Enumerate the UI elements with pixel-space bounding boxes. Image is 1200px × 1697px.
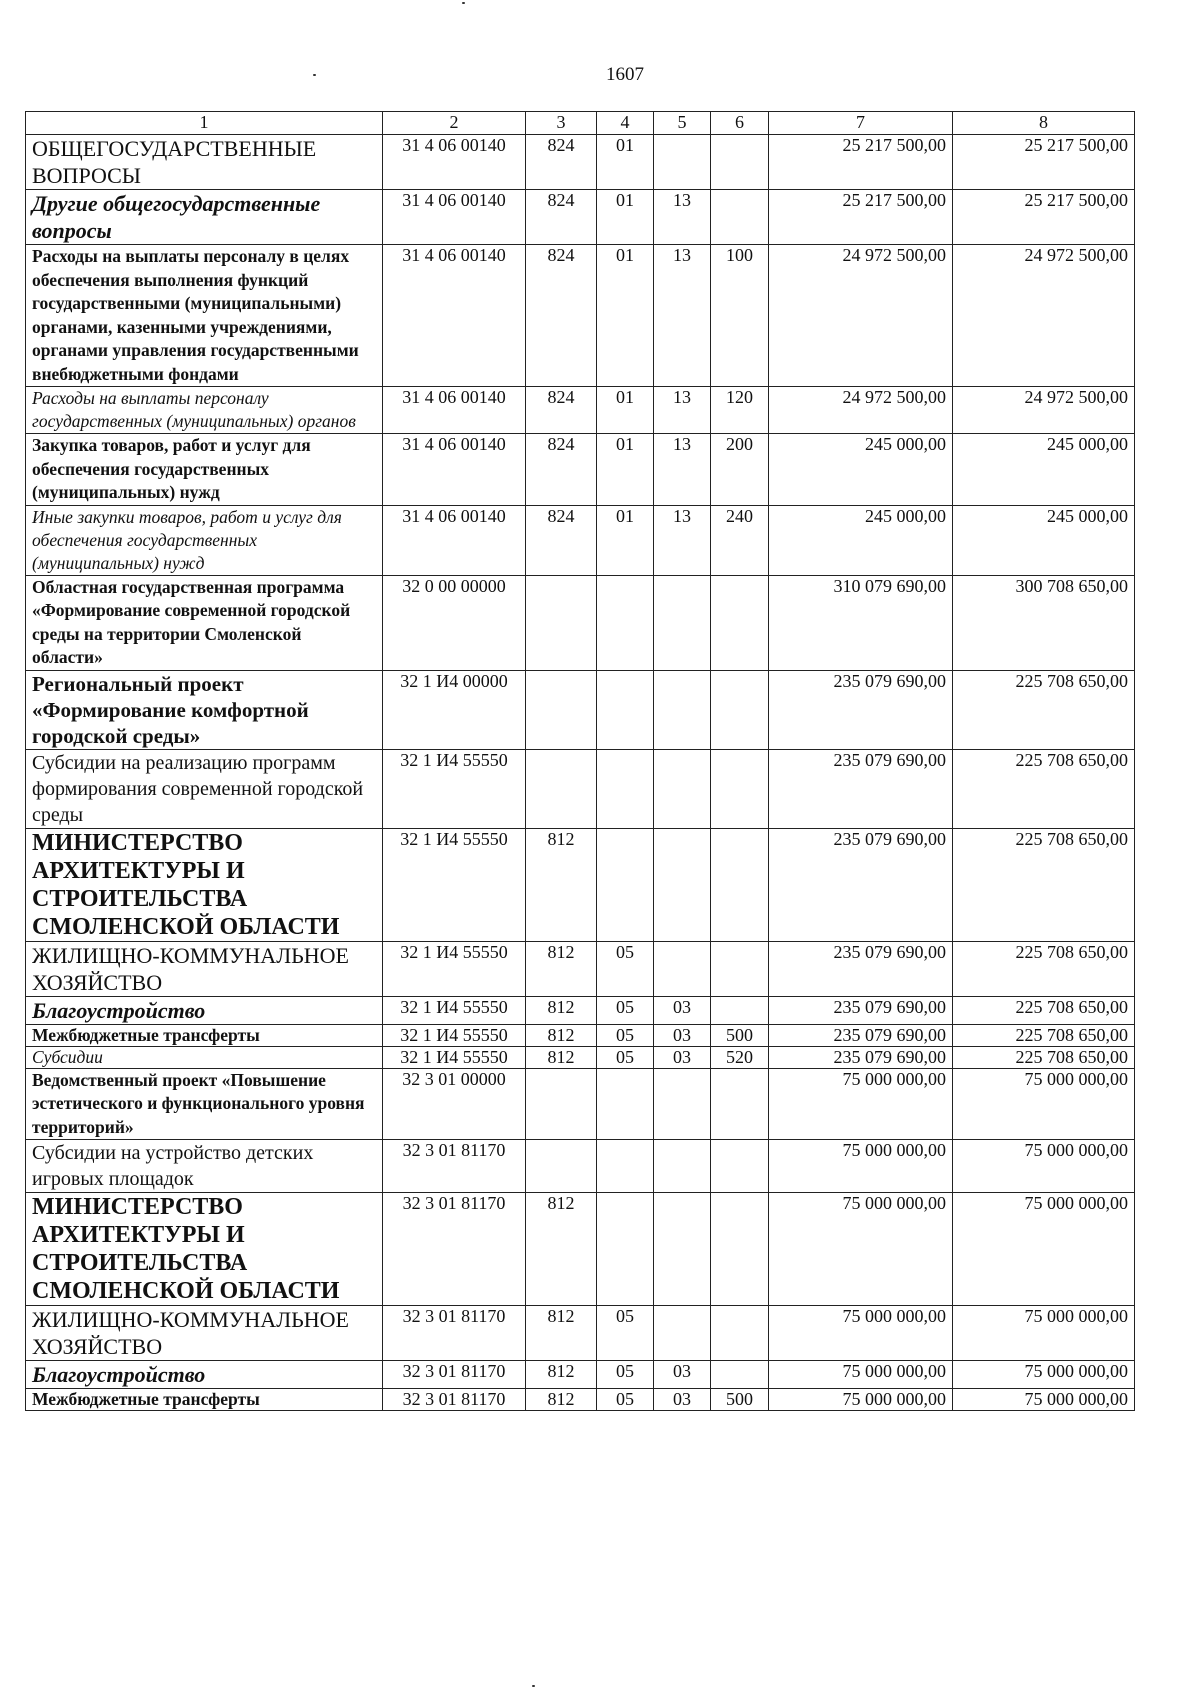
row-col5-cell <box>654 1306 711 1361</box>
row-col3-cell: 824 <box>526 190 597 245</box>
row-col4-cell: 05 <box>597 1361 654 1389</box>
column-header-6: 6 <box>711 112 769 135</box>
row-col4-cell: 05 <box>597 1024 654 1046</box>
row-amount-col8-cell: 225 708 650,00 <box>953 1046 1135 1068</box>
row-name-cell: Благоустройство <box>26 996 383 1024</box>
row-amount-col7-cell: 75 000 000,00 <box>769 1361 953 1389</box>
row-code-cell: 32 3 01 81170 <box>383 1389 526 1411</box>
row-col5-cell: 13 <box>654 434 711 506</box>
row-amount-col7-cell: 245 000,00 <box>769 434 953 506</box>
row-code-cell: 31 4 06 00140 <box>383 387 526 434</box>
row-col4-cell: 01 <box>597 505 654 575</box>
row-col3-cell <box>526 670 597 749</box>
row-col6-cell <box>711 828 769 941</box>
row-col5-cell: 03 <box>654 1046 711 1068</box>
table-row <box>26 1306 1135 1361</box>
row-amount-col7-cell: 235 079 690,00 <box>769 1046 953 1068</box>
row-amount-col7-cell: 75 000 000,00 <box>769 1140 953 1193</box>
row-amount-col8-cell: 75 000 000,00 <box>953 1068 1135 1140</box>
header-row <box>26 112 1135 135</box>
row-amount-col7-cell: 235 079 690,00 <box>769 996 953 1024</box>
row-col3-cell <box>526 749 597 828</box>
row-col3-cell: 824 <box>526 434 597 506</box>
row-col5-cell <box>654 1140 711 1193</box>
table-row <box>26 996 1135 1024</box>
row-col6-cell <box>711 670 769 749</box>
row-col4-cell <box>597 575 654 670</box>
row-col3-cell: 812 <box>526 1193 597 1306</box>
row-col6-cell <box>711 1306 769 1361</box>
row-col5-cell: 03 <box>654 996 711 1024</box>
row-col6-cell <box>711 1140 769 1193</box>
row-code-cell: 32 1 И4 00000 <box>383 670 526 749</box>
table-row <box>26 828 1135 941</box>
table-row <box>26 245 1135 387</box>
row-amount-col7-cell: 235 079 690,00 <box>769 941 953 996</box>
row-name-cell: Другие общегосударственные вопросы <box>26 190 383 245</box>
row-amount-col8-cell: 75 000 000,00 <box>953 1389 1135 1411</box>
row-amount-col7-cell: 235 079 690,00 <box>769 1024 953 1046</box>
row-col3-cell: 812 <box>526 1024 597 1046</box>
table-row <box>26 434 1135 506</box>
row-col6-cell <box>711 575 769 670</box>
row-col3-cell <box>526 1068 597 1140</box>
row-name-cell: МИНИСТЕРСТВО АРХИТЕКТУРЫ И СТРОИТЕЛЬСТВА СМОЛЕНСКОЙ ОБЛАСТИ <box>26 1193 383 1306</box>
table-row <box>26 1068 1135 1140</box>
table-row <box>26 1361 1135 1389</box>
row-amount-col7-cell: 310 079 690,00 <box>769 575 953 670</box>
row-col4-cell <box>597 1068 654 1140</box>
row-col3-cell: 812 <box>526 828 597 941</box>
row-col6-cell: 500 <box>711 1024 769 1046</box>
row-col3-cell: 812 <box>526 1046 597 1068</box>
row-amount-col7-cell: 24 972 500,00 <box>769 387 953 434</box>
row-col4-cell: 01 <box>597 387 654 434</box>
row-amount-col8-cell: 225 708 650,00 <box>953 749 1135 828</box>
table-row <box>26 505 1135 575</box>
row-code-cell: 32 1 И4 55550 <box>383 1024 526 1046</box>
column-header-7: 7 <box>769 112 953 135</box>
row-col3-cell: 824 <box>526 245 597 387</box>
row-code-cell: 32 1 И4 55550 <box>383 941 526 996</box>
row-col4-cell: 05 <box>597 1389 654 1411</box>
row-amount-col8-cell: 75 000 000,00 <box>953 1306 1135 1361</box>
row-col4-cell: 05 <box>597 1306 654 1361</box>
row-col5-cell: 13 <box>654 190 711 245</box>
row-col6-cell: 100 <box>711 245 769 387</box>
row-code-cell: 32 3 01 81170 <box>383 1306 526 1361</box>
row-amount-col8-cell: 75 000 000,00 <box>953 1193 1135 1306</box>
row-name-cell: Региональный проект «Формирование комфортной городской среды» <box>26 670 383 749</box>
row-col5-cell: 13 <box>654 387 711 434</box>
row-amount-col8-cell: 225 708 650,00 <box>953 828 1135 941</box>
row-code-cell: 31 4 06 00140 <box>383 505 526 575</box>
page-number: 1607 <box>606 64 644 85</box>
row-amount-col8-cell: 25 217 500,00 <box>953 135 1135 190</box>
row-amount-col7-cell: 235 079 690,00 <box>769 828 953 941</box>
row-name-cell: Закупка товаров, работ и услуг для обеспечения государственных (муниципальных) нужд <box>26 434 383 506</box>
row-col4-cell: 01 <box>597 434 654 506</box>
table-row <box>26 670 1135 749</box>
row-code-cell: 32 3 01 00000 <box>383 1068 526 1140</box>
column-header-4: 4 <box>597 112 654 135</box>
table-body <box>26 135 1135 1411</box>
row-amount-col7-cell: 75 000 000,00 <box>769 1068 953 1140</box>
scan-speck <box>532 1685 535 1687</box>
table-row <box>26 1140 1135 1193</box>
row-amount-col8-cell: 24 972 500,00 <box>953 245 1135 387</box>
row-amount-col8-cell: 225 708 650,00 <box>953 996 1135 1024</box>
column-header-3: 3 <box>526 112 597 135</box>
column-header-1: 1 <box>26 112 383 135</box>
row-col5-cell: 03 <box>654 1024 711 1046</box>
row-col5-cell <box>654 941 711 996</box>
row-code-cell: 31 4 06 00140 <box>383 190 526 245</box>
row-amount-col8-cell: 245 000,00 <box>953 434 1135 506</box>
row-name-cell: Субсидии <box>26 1046 383 1068</box>
row-code-cell: 32 1 И4 55550 <box>383 749 526 828</box>
row-col6-cell: 500 <box>711 1389 769 1411</box>
row-amount-col8-cell: 245 000,00 <box>953 505 1135 575</box>
row-name-cell: Межбюджетные трансферты <box>26 1389 383 1411</box>
row-amount-col8-cell: 24 972 500,00 <box>953 387 1135 434</box>
row-col3-cell <box>526 575 597 670</box>
row-code-cell: 32 3 01 81170 <box>383 1193 526 1306</box>
row-amount-col7-cell: 235 079 690,00 <box>769 749 953 828</box>
row-amount-col7-cell: 245 000,00 <box>769 505 953 575</box>
row-name-cell: ЖИЛИЩНО-КОММУНАЛЬНОЕ ХОЗЯЙСТВО <box>26 1306 383 1361</box>
row-amount-col8-cell: 225 708 650,00 <box>953 1024 1135 1046</box>
row-code-cell: 31 4 06 00140 <box>383 245 526 387</box>
row-col6-cell <box>711 996 769 1024</box>
row-col5-cell <box>654 828 711 941</box>
row-col4-cell: 01 <box>597 245 654 387</box>
row-name-cell: Иные закупки товаров, работ и услуг для обеспечения государственных (муниципальных) нужд <box>26 505 383 575</box>
row-amount-col7-cell: 75 000 000,00 <box>769 1306 953 1361</box>
row-col3-cell: 824 <box>526 387 597 434</box>
row-col4-cell: 01 <box>597 190 654 245</box>
table-row <box>26 190 1135 245</box>
row-col4-cell: 05 <box>597 996 654 1024</box>
row-amount-col8-cell: 75 000 000,00 <box>953 1140 1135 1193</box>
row-name-cell: Субсидии на устройство детских игровых площадок <box>26 1140 383 1193</box>
row-name-cell: ЖИЛИЩНО-КОММУНАЛЬНОЕ ХОЗЯЙСТВО <box>26 941 383 996</box>
row-col6-cell: 120 <box>711 387 769 434</box>
row-col5-cell <box>654 575 711 670</box>
row-col5-cell <box>654 135 711 190</box>
table-row <box>26 1389 1135 1411</box>
row-col5-cell <box>654 1193 711 1306</box>
row-code-cell: 31 4 06 00140 <box>383 434 526 506</box>
row-code-cell: 32 1 И4 55550 <box>383 996 526 1024</box>
row-col6-cell: 240 <box>711 505 769 575</box>
row-name-cell: Областная государственная программа «Формирование современной городской среды на территории Смоленской области» <box>26 575 383 670</box>
scan-speck <box>313 74 316 76</box>
row-amount-col7-cell: 235 079 690,00 <box>769 670 953 749</box>
table-row <box>26 749 1135 828</box>
table-row <box>26 1046 1135 1068</box>
budget-table <box>25 111 1135 1411</box>
row-amount-col8-cell: 225 708 650,00 <box>953 941 1135 996</box>
row-col3-cell: 812 <box>526 941 597 996</box>
row-code-cell: 32 3 01 81170 <box>383 1361 526 1389</box>
row-name-cell: Расходы на выплаты персоналу государственных (муниципальных) органов <box>26 387 383 434</box>
row-col5-cell <box>654 749 711 828</box>
row-code-cell: 31 4 06 00140 <box>383 135 526 190</box>
column-header-5: 5 <box>654 112 711 135</box>
row-col5-cell: 13 <box>654 245 711 387</box>
table-row <box>26 575 1135 670</box>
table-row <box>26 941 1135 996</box>
row-col6-cell: 520 <box>711 1046 769 1068</box>
row-col5-cell: 13 <box>654 505 711 575</box>
row-amount-col7-cell: 25 217 500,00 <box>769 135 953 190</box>
row-amount-col7-cell: 25 217 500,00 <box>769 190 953 245</box>
table-row <box>26 387 1135 434</box>
row-code-cell: 32 0 00 00000 <box>383 575 526 670</box>
row-col5-cell <box>654 1068 711 1140</box>
row-amount-col8-cell: 75 000 000,00 <box>953 1361 1135 1389</box>
row-code-cell: 32 3 01 81170 <box>383 1140 526 1193</box>
row-col6-cell <box>711 941 769 996</box>
row-name-cell: МИНИСТЕРСТВО АРХИТЕКТУРЫ И СТРОИТЕЛЬСТВА СМОЛЕНСКОЙ ОБЛАСТИ <box>26 828 383 941</box>
row-col4-cell <box>597 828 654 941</box>
row-amount-col7-cell: 24 972 500,00 <box>769 245 953 387</box>
row-col4-cell <box>597 1193 654 1306</box>
row-col4-cell: 05 <box>597 941 654 996</box>
row-col6-cell: 200 <box>711 434 769 506</box>
row-amount-col7-cell: 75 000 000,00 <box>769 1193 953 1306</box>
row-col3-cell: 812 <box>526 1306 597 1361</box>
row-col6-cell <box>711 135 769 190</box>
row-col3-cell: 812 <box>526 1389 597 1411</box>
row-name-cell: Ведомственный проект «Повышение эстетического и функционального уровня территорий» <box>26 1068 383 1140</box>
row-col5-cell: 03 <box>654 1361 711 1389</box>
row-amount-col7-cell: 75 000 000,00 <box>769 1389 953 1411</box>
scan-speck <box>462 2 465 4</box>
row-col6-cell <box>711 749 769 828</box>
row-col6-cell <box>711 1193 769 1306</box>
row-amount-col8-cell: 225 708 650,00 <box>953 670 1135 749</box>
row-col5-cell <box>654 670 711 749</box>
row-col3-cell: 824 <box>526 505 597 575</box>
row-col4-cell: 05 <box>597 1046 654 1068</box>
row-col4-cell <box>597 670 654 749</box>
row-col6-cell <box>711 1361 769 1389</box>
table-row <box>26 1193 1135 1306</box>
row-col4-cell <box>597 1140 654 1193</box>
table-row <box>26 1024 1135 1046</box>
row-col4-cell <box>597 749 654 828</box>
row-col6-cell <box>711 190 769 245</box>
row-code-cell: 32 1 И4 55550 <box>383 828 526 941</box>
row-name-cell: ОБЩЕГОСУДАРСТВЕННЫЕ ВОПРОСЫ <box>26 135 383 190</box>
row-col3-cell <box>526 1140 597 1193</box>
column-header-8: 8 <box>953 112 1135 135</box>
row-col3-cell: 812 <box>526 1361 597 1389</box>
row-code-cell: 32 1 И4 55550 <box>383 1046 526 1068</box>
row-name-cell: Расходы на выплаты персоналу в целях обеспечения выполнения функций государственными (муниципальными) органами, казенными учреждениями, органами управления государственными внебюджетными фондами <box>26 245 383 387</box>
row-col3-cell: 824 <box>526 135 597 190</box>
table-row <box>26 135 1135 190</box>
row-amount-col8-cell: 300 708 650,00 <box>953 575 1135 670</box>
row-name-cell: Межбюджетные трансферты <box>26 1024 383 1046</box>
column-header-2: 2 <box>383 112 526 135</box>
row-col4-cell: 01 <box>597 135 654 190</box>
row-amount-col8-cell: 25 217 500,00 <box>953 190 1135 245</box>
row-col5-cell: 03 <box>654 1389 711 1411</box>
row-col3-cell: 812 <box>526 996 597 1024</box>
row-name-cell: Благоустройство <box>26 1361 383 1389</box>
row-col6-cell <box>711 1068 769 1140</box>
row-name-cell: Субсидии на реализацию программ формирования современной городской среды <box>26 749 383 828</box>
